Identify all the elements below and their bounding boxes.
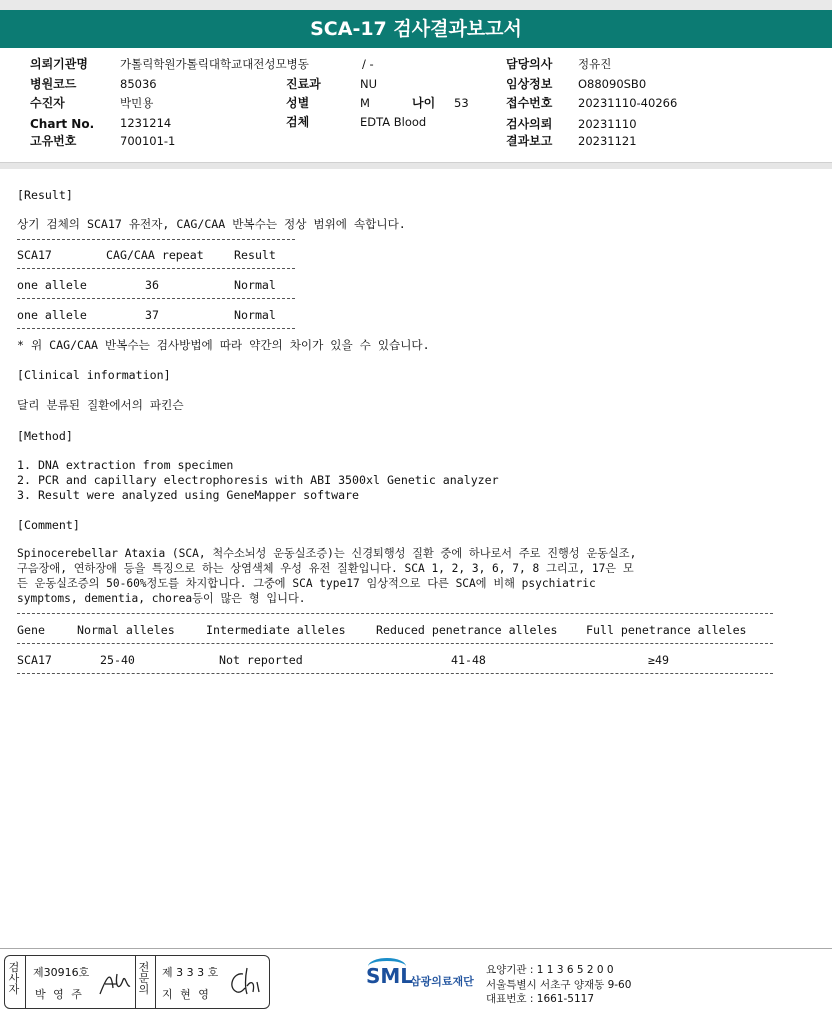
result-sentence: 상기 검체의 SCA17 유전자, CAG/CAA 반복수는 정상 범위에 속합니다. [17,217,406,231]
age-label: 나이 [412,96,436,110]
result-row-1-result: Normal [234,278,276,292]
sig1-name: 박 영 주 [35,988,84,1001]
method-step-2: 2. PCR and capillary electrophoresis with ABI 3500xl Genetic analyzer [17,473,499,487]
comment-line-4: symptoms, dementia, chorea등이 많은 형 입니다. [17,592,306,605]
specimen-label: 검체 [286,115,310,129]
comment-line-3: 든 운동실조증의 50-60%정도를 차지합니다. 그중에 SCA type17 임상적으로 다른 SCA에 비해 psychiatric [17,577,596,590]
org-name: 삼광의료재단 [410,975,474,988]
clinical-text: 달리 분류된 질환에서의 파킨슨 [17,398,184,412]
report-title: SCA-17 검사결과보고서 [0,10,832,48]
chart-no-value: 1231214 [120,116,172,130]
result-note: * 위 CAG/CAA 반복수는 검사방법에 따라 약간의 차이가 있을 수 있습니다. [17,338,430,352]
dept-label: 진료과 [286,77,321,91]
comment-line-1: Spinocerebellar Ataxia (SCA, 척수소뇌성 운동실조증)는 신경퇴행성 질환 중에 하나로서 주로 진행성 운동실조, [17,547,637,560]
allele-row-normal: 25-40 [100,653,135,667]
sig2-signature [225,964,265,1000]
doctor-label: 담당의사 [506,57,553,71]
allele-row-gene: SCA17 [17,653,52,667]
comment-heading: [Comment] [17,518,80,532]
result-row-1-repeat: 36 [145,278,159,292]
dept-value: NU [360,77,378,91]
sex-value: M [360,96,370,110]
address: 서울특별시 서초구 양재동 9-60 [486,979,632,991]
hospital-code-label: 병원코드 [30,77,77,91]
method-heading: [Method] [17,429,73,443]
unique-no-label: 고유번호 [30,134,77,148]
sig2-name: 지 현 영 [162,988,211,1001]
result-header-repeat: CAG/CAA repeat [106,248,204,262]
unique-no-value: 700101-1 [120,134,176,148]
sig1-label: 검사자 [8,961,20,996]
chart-no-label: Chart No. [30,117,95,131]
allele-table-rule [17,643,773,644]
allele-row-reduced: 41-48 [451,653,486,667]
hospital-code-value: 85036 [120,77,157,91]
result-table-rule [17,298,295,299]
sig1-signature [97,966,133,1000]
sig1-license: 제30916호 [33,966,90,979]
institution-value: 가톨릭학원가톨릭대학교대전성모병동 [120,57,309,71]
result-row-2-repeat: 37 [145,308,159,322]
report-date-label: 결과보고 [506,134,553,148]
clinical-info-label: 임상정보 [506,77,553,91]
result-table-rule [17,268,295,269]
allele-table-rule [17,673,773,674]
sig2-license: 제 3 3 3 호 [162,966,219,979]
clinical-heading: [Clinical information] [17,368,171,382]
ward-value: / - [362,57,374,71]
sex-label: 성별 [286,96,310,110]
signature-box [4,955,270,1009]
allele-header-gene: Gene [17,623,45,637]
top-strip [0,0,832,10]
result-row-1-allele: one allele [17,278,87,292]
result-header-gene: SCA17 [17,248,52,262]
result-row-2-result: Normal [234,308,276,322]
receipt-value: 20231110-40266 [578,96,678,110]
institution-label: 의뢰기관명 [30,57,88,71]
clinical-info-value: O88090SB0 [578,77,647,91]
logo-text: SML [366,964,414,988]
report-date-value: 20231121 [578,134,637,148]
allele-table-rule [17,613,773,614]
specimen-value: EDTA Blood [360,115,427,129]
phone: 대표번호 : 1661-5117 [486,993,595,1005]
age-value: 53 [454,96,469,110]
result-heading: [Result] [17,188,73,202]
allele-header-full: Full penetrance alleles [586,623,747,637]
result-row-2-allele: one allele [17,308,87,322]
result-table-rule [17,328,295,329]
allele-header-intermediate: Intermediate alleles [206,623,346,637]
sig-divider [25,956,26,1008]
result-table-rule [17,239,295,240]
recipient-value: 박민용 [120,96,154,110]
method-step-3: 3. Result were analyzed using GeneMapper software [17,488,360,502]
recipient-label: 수진자 [30,96,65,110]
result-header-result: Result [234,248,276,262]
header-separator [0,162,832,169]
request-date-value: 20231110 [578,117,637,131]
allele-header-normal: Normal alleles [77,623,175,637]
sig-divider [155,956,156,1008]
request-date-label: 검사의뢰 [506,117,553,131]
allele-row-full: ≥49 [648,653,669,667]
footer-separator [0,948,832,949]
allele-row-intermediate: Not reported [219,653,303,667]
sig-divider [135,956,136,1008]
method-step-1: 1. DNA extraction from specimen [17,458,234,472]
receipt-label: 접수번호 [506,96,553,110]
doctor-value: 정유진 [578,57,612,71]
sig2-label: 전문의 [138,961,150,996]
comment-line-2: 구음장애, 연하장애 등을 특징으로 하는 상염색체 우성 유전 질환입니다. SCA 1, 2, 3, 6, 7, 8 그리고, 17은 모 [17,562,634,575]
allele-header-reduced: Reduced penetrance alleles [376,623,558,637]
license-no: 요양기관 : 1 1 3 6 5 2 0 0 [486,964,614,976]
